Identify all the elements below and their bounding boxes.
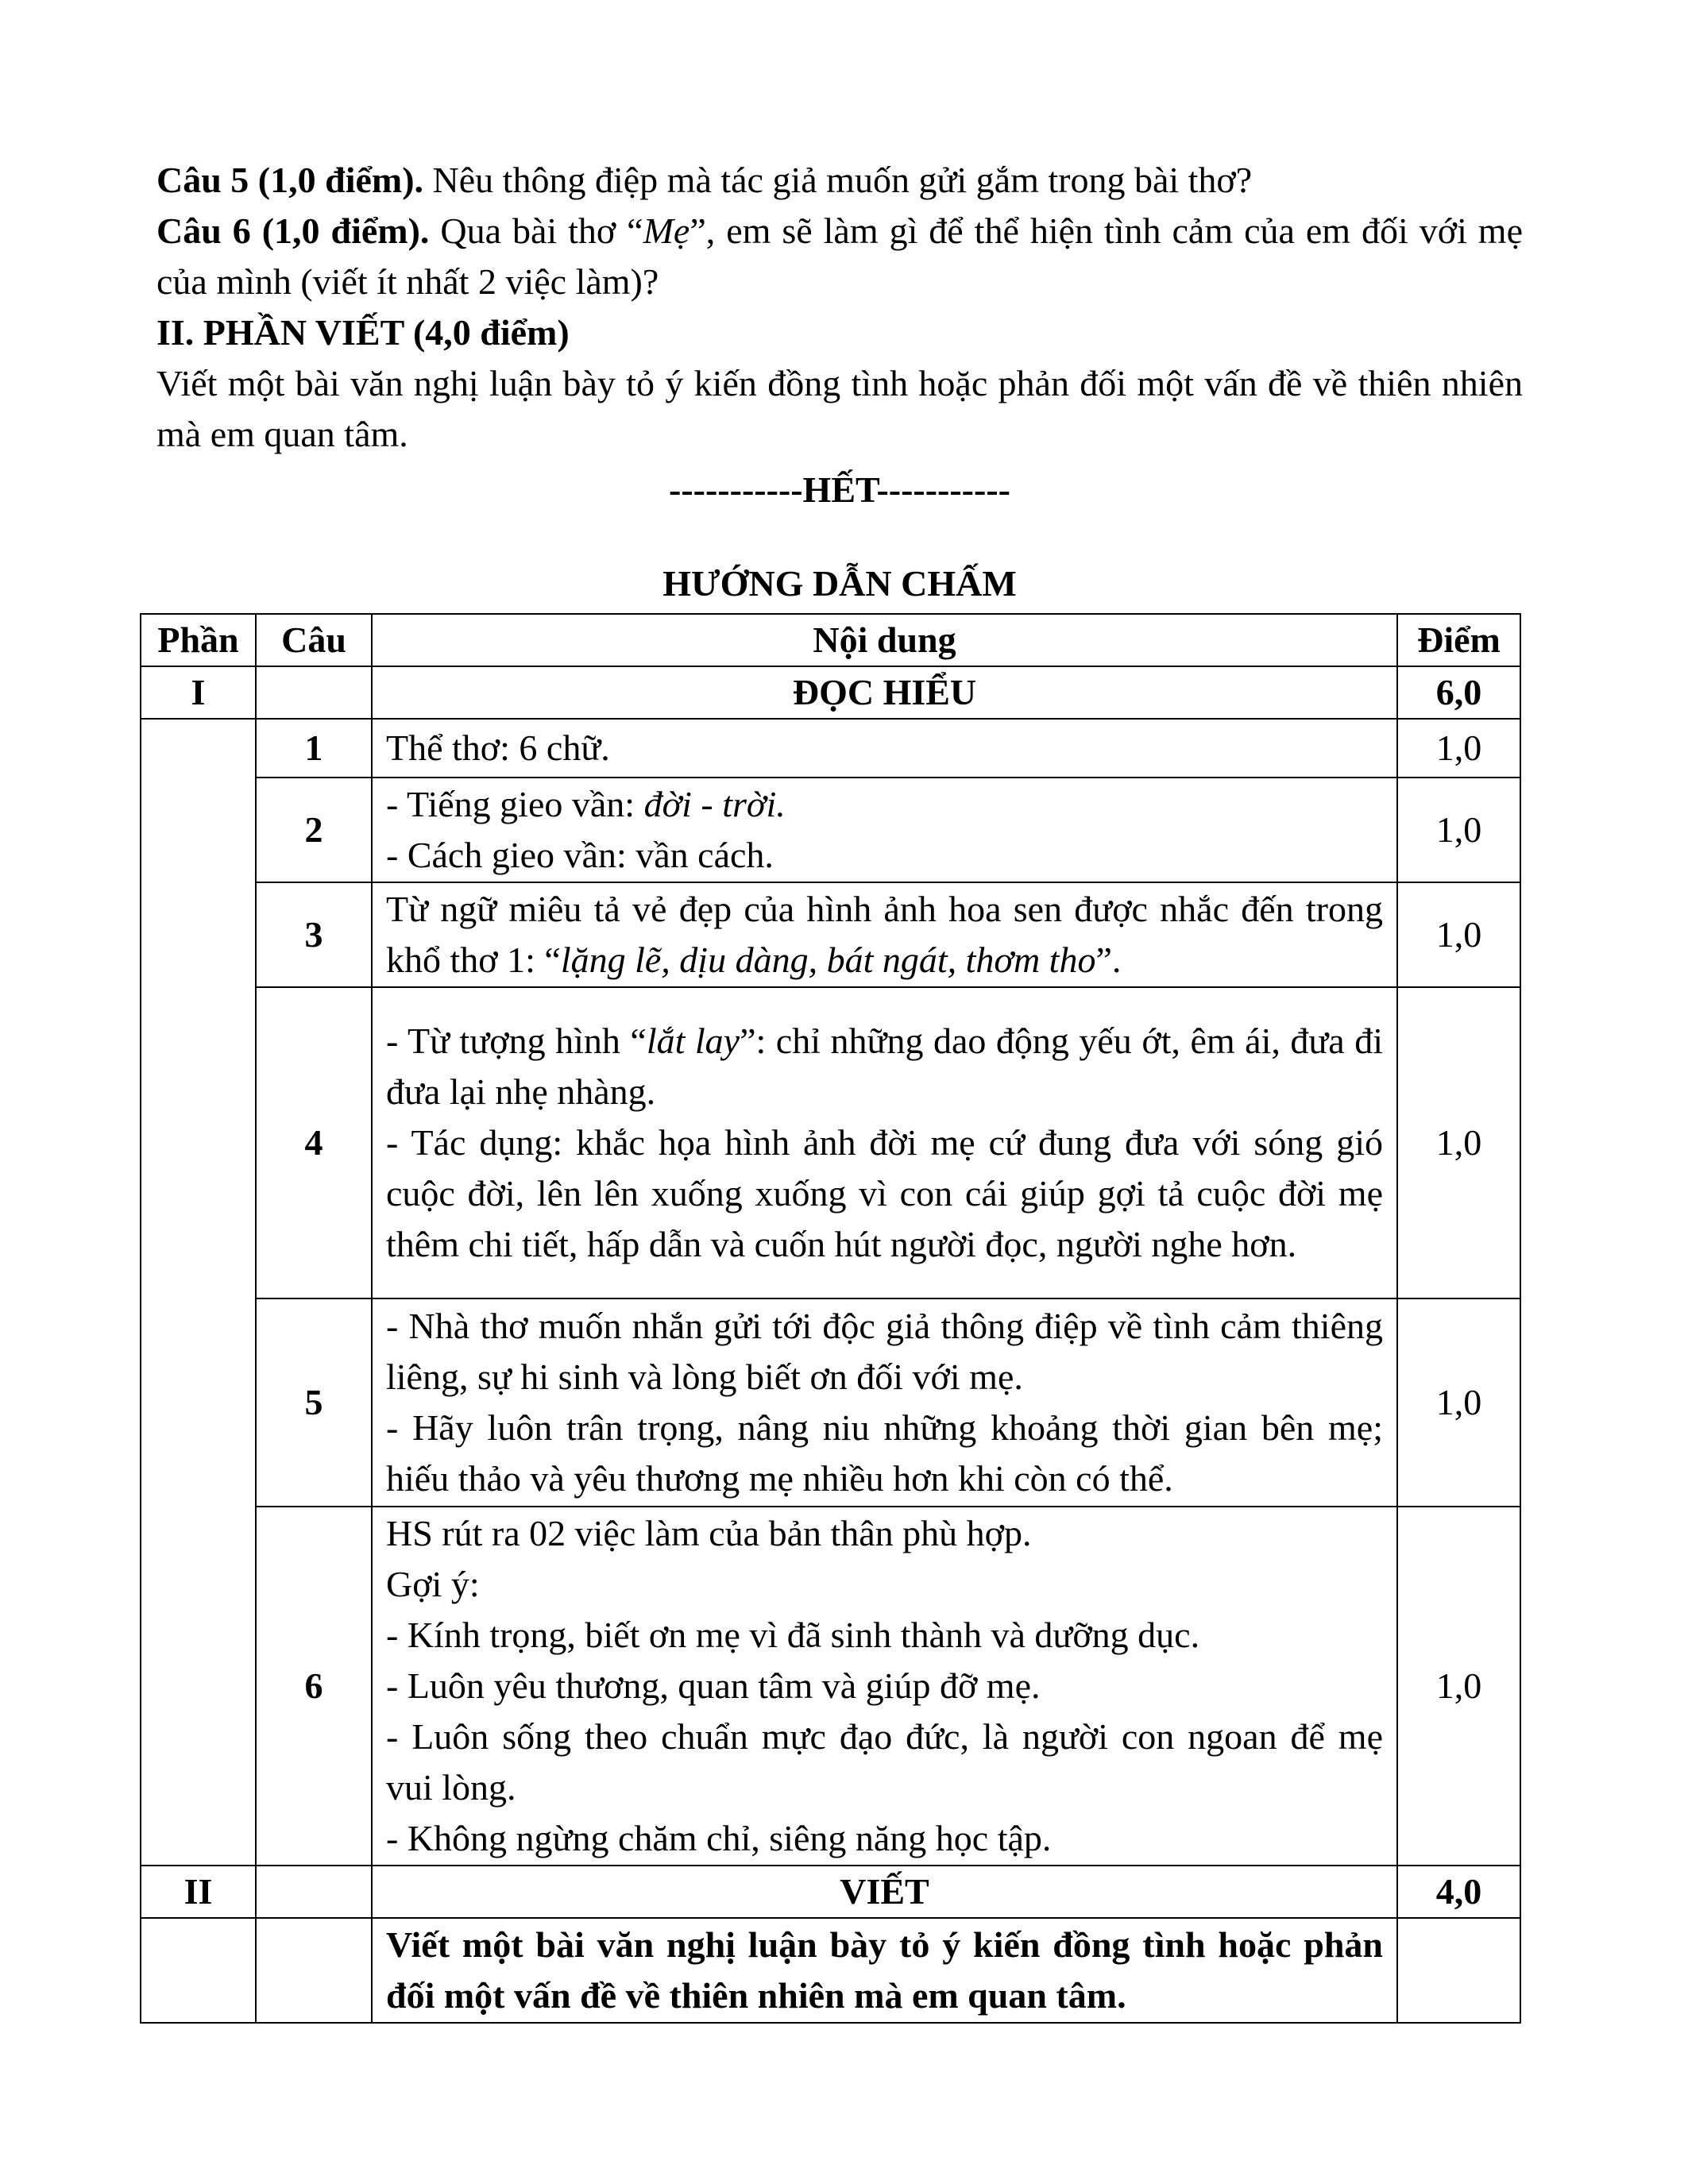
row-1-content: Thể thơ: 6 chữ. bbox=[372, 719, 1397, 778]
row-1-score: 1,0 bbox=[1397, 719, 1520, 778]
row-2-line-1: - Tiếng gieo vần: đời - trời. bbox=[386, 784, 786, 824]
table-row bbox=[141, 1507, 1520, 1866]
section-2-phan: II bbox=[141, 1866, 256, 1918]
row-2-cau: 2 bbox=[256, 778, 372, 882]
row-6-para-3: - Kính trọng, biết ơn mẹ vì đã sinh thành và dưỡng dục. bbox=[386, 1615, 1200, 1655]
row-6-para-5: - Luôn sống theo chuẩn mực đạo đức, là người con ngoan để mẹ vui lòng. bbox=[386, 1716, 1383, 1808]
row-6-para-2: Gợi ý: bbox=[386, 1564, 480, 1604]
question-6-text-before: Qua bài thơ “ bbox=[429, 210, 643, 251]
row-4-para-2: - Tác dụng: khắc họa hình ảnh đời mẹ cứ đung đưa với sóng gió cuộc đời, lên lên xuống xuống vì con cái giúp gợi tả cuộc đời mẹ thêm chi tiết, hấp dẫn và cuốn hút người đọc, người nghe hơn. bbox=[386, 1122, 1383, 1264]
row-3-content: Từ ngữ miêu tả vẻ đẹp của hình ảnh hoa sen được nhắc đến trong khổ thơ 1: “lặng lẽ, dịu dàng, bát ngát, thơm tho”. bbox=[372, 882, 1397, 987]
row-5-para-2: - Hãy luôn trân trọng, nâng niu những khoảng thời gian bên mẹ; hiếu thảo và yêu thương mẹ nhiều hơn khi còn có thể. bbox=[386, 1407, 1383, 1499]
question-5 bbox=[156, 155, 1523, 206]
row-5-score: 1,0 bbox=[1397, 1298, 1520, 1507]
row-2-line-2: - Cách gieo vần: vần cách. bbox=[386, 835, 774, 875]
section-1-phan: I bbox=[141, 666, 256, 719]
row-2-score: 1,0 bbox=[1397, 778, 1520, 882]
table-row bbox=[141, 987, 1520, 1298]
row-5-para-1: - Nhà thơ muốn nhắn gửi tới độc giả thông điệp về tình cảm thiêng liêng, sự hi sinh và lòng biết ơn đối với mẹ. bbox=[386, 1306, 1383, 1397]
writing-section-heading: II. PHẦN VIẾT (4,0 điểm) bbox=[156, 312, 570, 353]
row-6-content bbox=[372, 1507, 1397, 1866]
question-5-label: Câu 5 (1,0 điểm). bbox=[156, 160, 424, 200]
header-diem: Điểm bbox=[1397, 614, 1520, 666]
grading-table bbox=[140, 613, 1521, 2024]
table-row bbox=[141, 1918, 1520, 2023]
header-cau: Câu bbox=[256, 614, 372, 666]
row-6-para-1: HS rút ra 02 việc làm của bản thân phù hợp. bbox=[386, 1513, 1032, 1553]
question-6-text-after: ”, em sẽ làm gì để thể hiện tình cảm của em đối với mẹ của mình (viết ít nhất 2 việc làm)? bbox=[156, 210, 1523, 302]
section-row-viet bbox=[141, 1866, 1520, 1918]
document-page bbox=[156, 155, 1523, 609]
section-2-title: VIẾT bbox=[372, 1866, 1397, 1918]
section-1-score: 6,0 bbox=[1397, 666, 1520, 719]
writing-row-content: Viết một bài văn nghị luận bày tỏ ý kiến đồng tình hoặc phản đối một vấn đề về thiên nhiên mà em quan tâm. bbox=[372, 1918, 1397, 2023]
question-6 bbox=[156, 206, 1523, 307]
row-5-content bbox=[372, 1298, 1397, 1507]
question-6-poem-title: Mẹ bbox=[643, 210, 690, 251]
header-phan: Phần bbox=[141, 614, 256, 666]
row-4-score: 1,0 bbox=[1397, 987, 1520, 1298]
row-4-content bbox=[372, 987, 1397, 1298]
section-row-doc-hieu bbox=[141, 666, 1520, 719]
table-row bbox=[141, 1298, 1520, 1507]
header-noi-dung: Nội dung bbox=[372, 614, 1397, 666]
question-6-label: Câu 6 (1,0 điểm). bbox=[156, 210, 430, 251]
row-6-cau: 6 bbox=[256, 1507, 372, 1866]
section-2-score: 4,0 bbox=[1397, 1866, 1520, 1918]
row-3-cau: 3 bbox=[256, 882, 372, 987]
row-4-cau: 4 bbox=[256, 987, 372, 1298]
writing-section-prompt: Viết một bài văn nghị luận bày tỏ ý kiến đồng tình hoặc phản đối một vấn đề về thiên nhiên mà em quan tâm. bbox=[156, 363, 1523, 454]
row-6-para-4: - Luôn yêu thương, quan tâm và giúp đỡ mẹ. bbox=[386, 1665, 1041, 1706]
question-5-text: Nêu thông điệp mà tác giả muốn gửi gắm trong bài thơ? bbox=[423, 160, 1253, 200]
row-6-para-6: - Không ngừng chăm chỉ, siêng năng học tập. bbox=[386, 1818, 1052, 1858]
row-2-content bbox=[372, 778, 1397, 882]
row-6-score: 1,0 bbox=[1397, 1507, 1520, 1866]
table-header-row bbox=[141, 614, 1520, 666]
table-row bbox=[141, 778, 1520, 882]
row-4-para-1: - Từ tượng hình “lắt lay”: chỉ những dao động yếu ớt, êm ái, đưa đi đưa lại nhẹ nhàng. bbox=[386, 1021, 1383, 1112]
table-row bbox=[141, 882, 1520, 987]
row-1-cau: 1 bbox=[256, 719, 372, 778]
row-3-score: 1,0 bbox=[1397, 882, 1520, 987]
guide-title: HƯỚNG DẪN CHẤM bbox=[662, 563, 1017, 604]
table-row bbox=[141, 719, 1520, 778]
end-marker: -----------HẾT----------- bbox=[669, 469, 1010, 510]
row-5-cau: 5 bbox=[256, 1298, 372, 1507]
section-1-title: ĐỌC HIỂU bbox=[372, 666, 1397, 719]
